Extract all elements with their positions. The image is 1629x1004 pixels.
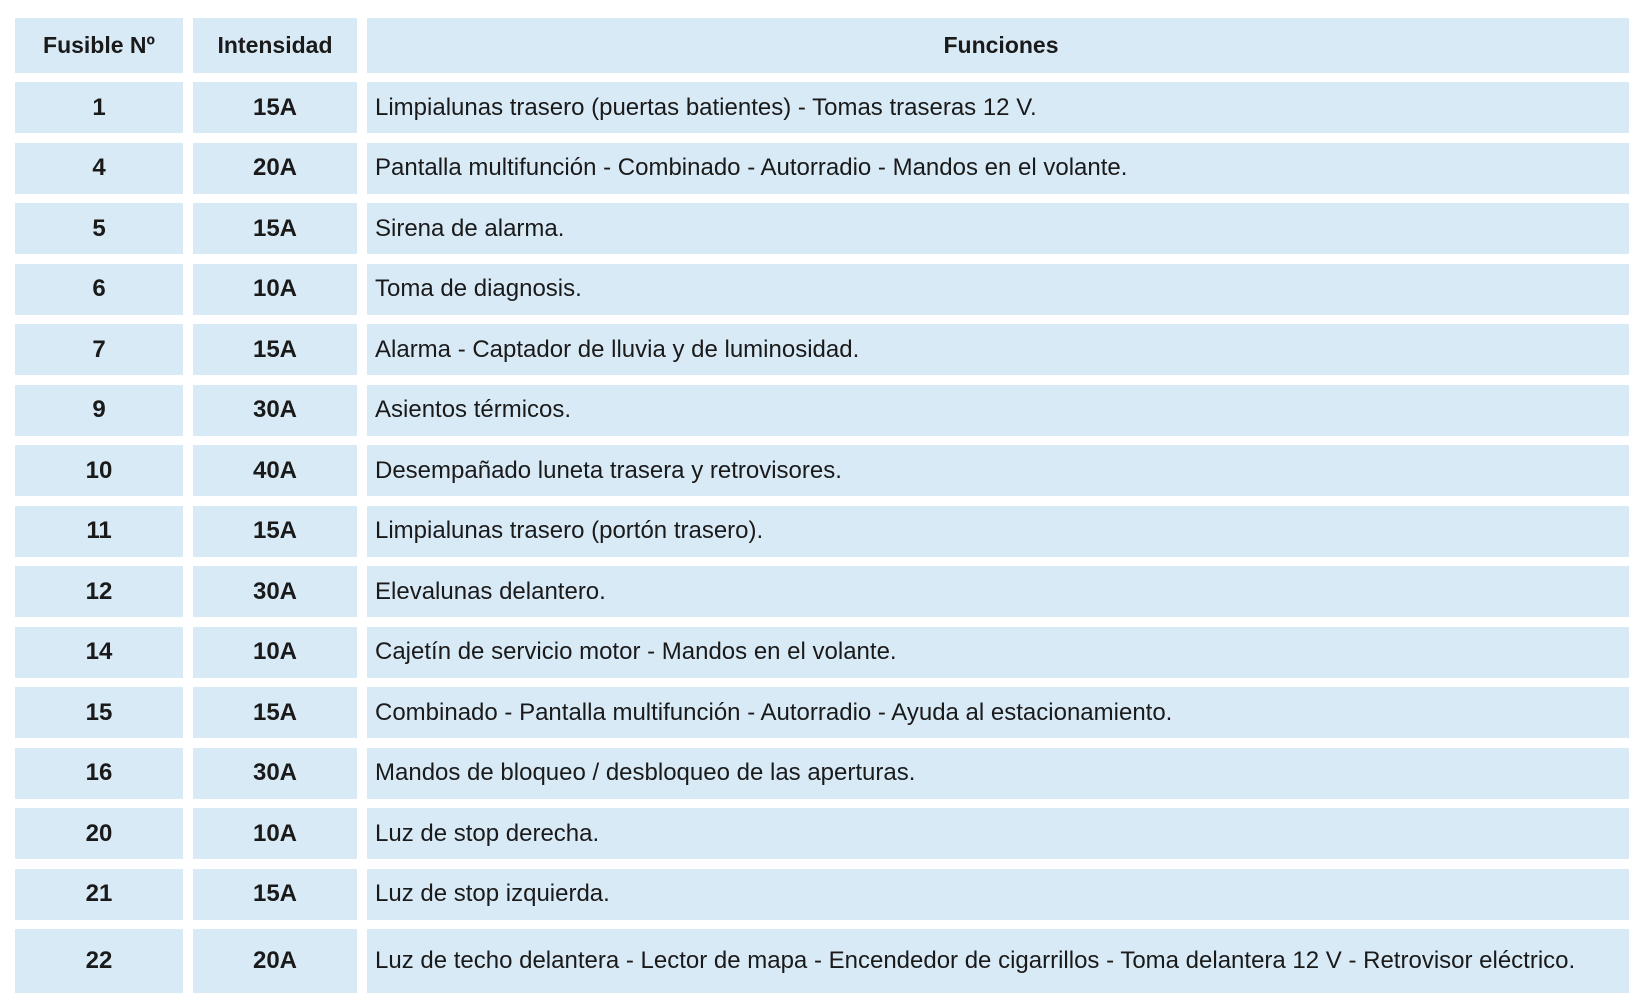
row-3-amperage: 15A (193, 203, 357, 254)
row-7-fuse: 10 (15, 445, 183, 496)
row-5-fuse: 7 (15, 324, 183, 375)
row-11-functions: Combinado - Pantalla multifunción - Autorradio - Ayuda al estacionamiento. (367, 687, 1629, 738)
row-1-functions: Limpialunas trasero (puertas batientes) - Tomas traseras 12 V. (367, 82, 1629, 133)
row-14-fuse: 21 (15, 869, 183, 920)
row-4-functions: Toma de diagnosis. (367, 264, 1629, 315)
row-7-amperage: 40A (193, 445, 357, 496)
row-5-functions: Alarma - Captador de lluvia y de luminosidad. (367, 324, 1629, 375)
row-13-functions: Luz de stop derecha. (367, 808, 1629, 859)
row-7-functions: Desempañado luneta trasera y retrovisores. (367, 445, 1629, 496)
row-11-fuse: 15 (15, 687, 183, 738)
row-3-fuse: 5 (15, 203, 183, 254)
row-8-amperage: 15A (193, 506, 357, 557)
header-functions: Funciones (367, 18, 1629, 73)
row-13-fuse: 20 (15, 808, 183, 859)
row-8-functions: Limpialunas trasero (portón trasero). (367, 506, 1629, 557)
row-11-amperage: 15A (193, 687, 357, 738)
row-4-amperage: 10A (193, 264, 357, 315)
row-10-functions: Cajetín de servicio motor - Mandos en el volante. (367, 627, 1629, 678)
header-fuse-number: Fusible Nº (15, 18, 183, 73)
row-15-amperage: 20A (193, 929, 357, 993)
row-6-functions: Asientos térmicos. (367, 385, 1629, 436)
header-amperage: Intensidad (193, 18, 357, 73)
row-10-amperage: 10A (193, 627, 357, 678)
row-14-amperage: 15A (193, 869, 357, 920)
row-9-fuse: 12 (15, 566, 183, 617)
row-6-amperage: 30A (193, 385, 357, 436)
row-2-fuse: 4 (15, 143, 183, 194)
row-14-functions: Luz de stop izquierda. (367, 869, 1629, 920)
row-12-functions: Mandos de bloqueo / desbloqueo de las aperturas. (367, 748, 1629, 799)
row-1-fuse: 1 (15, 82, 183, 133)
row-9-amperage: 30A (193, 566, 357, 617)
row-2-functions: Pantalla multifunción - Combinado - Autorradio - Mandos en el volante. (367, 143, 1629, 194)
row-5-amperage: 15A (193, 324, 357, 375)
row-8-fuse: 11 (15, 506, 183, 557)
row-2-amperage: 20A (193, 143, 357, 194)
row-15-functions: Luz de techo delantera - Lector de mapa - Encendedor de cigarrillos - Toma delantera 12 V - Retrovisor eléctrico. (367, 929, 1629, 993)
row-1-amperage: 15A (193, 82, 357, 133)
row-4-fuse: 6 (15, 264, 183, 315)
row-9-functions: Elevalunas delantero. (367, 566, 1629, 617)
row-12-fuse: 16 (15, 748, 183, 799)
row-3-functions: Sirena de alarma. (367, 203, 1629, 254)
row-12-amperage: 30A (193, 748, 357, 799)
row-6-fuse: 9 (15, 385, 183, 436)
row-15-fuse: 22 (15, 929, 183, 993)
fuse-table (15, 18, 1625, 993)
row-13-amperage: 10A (193, 808, 357, 859)
row-10-fuse: 14 (15, 627, 183, 678)
